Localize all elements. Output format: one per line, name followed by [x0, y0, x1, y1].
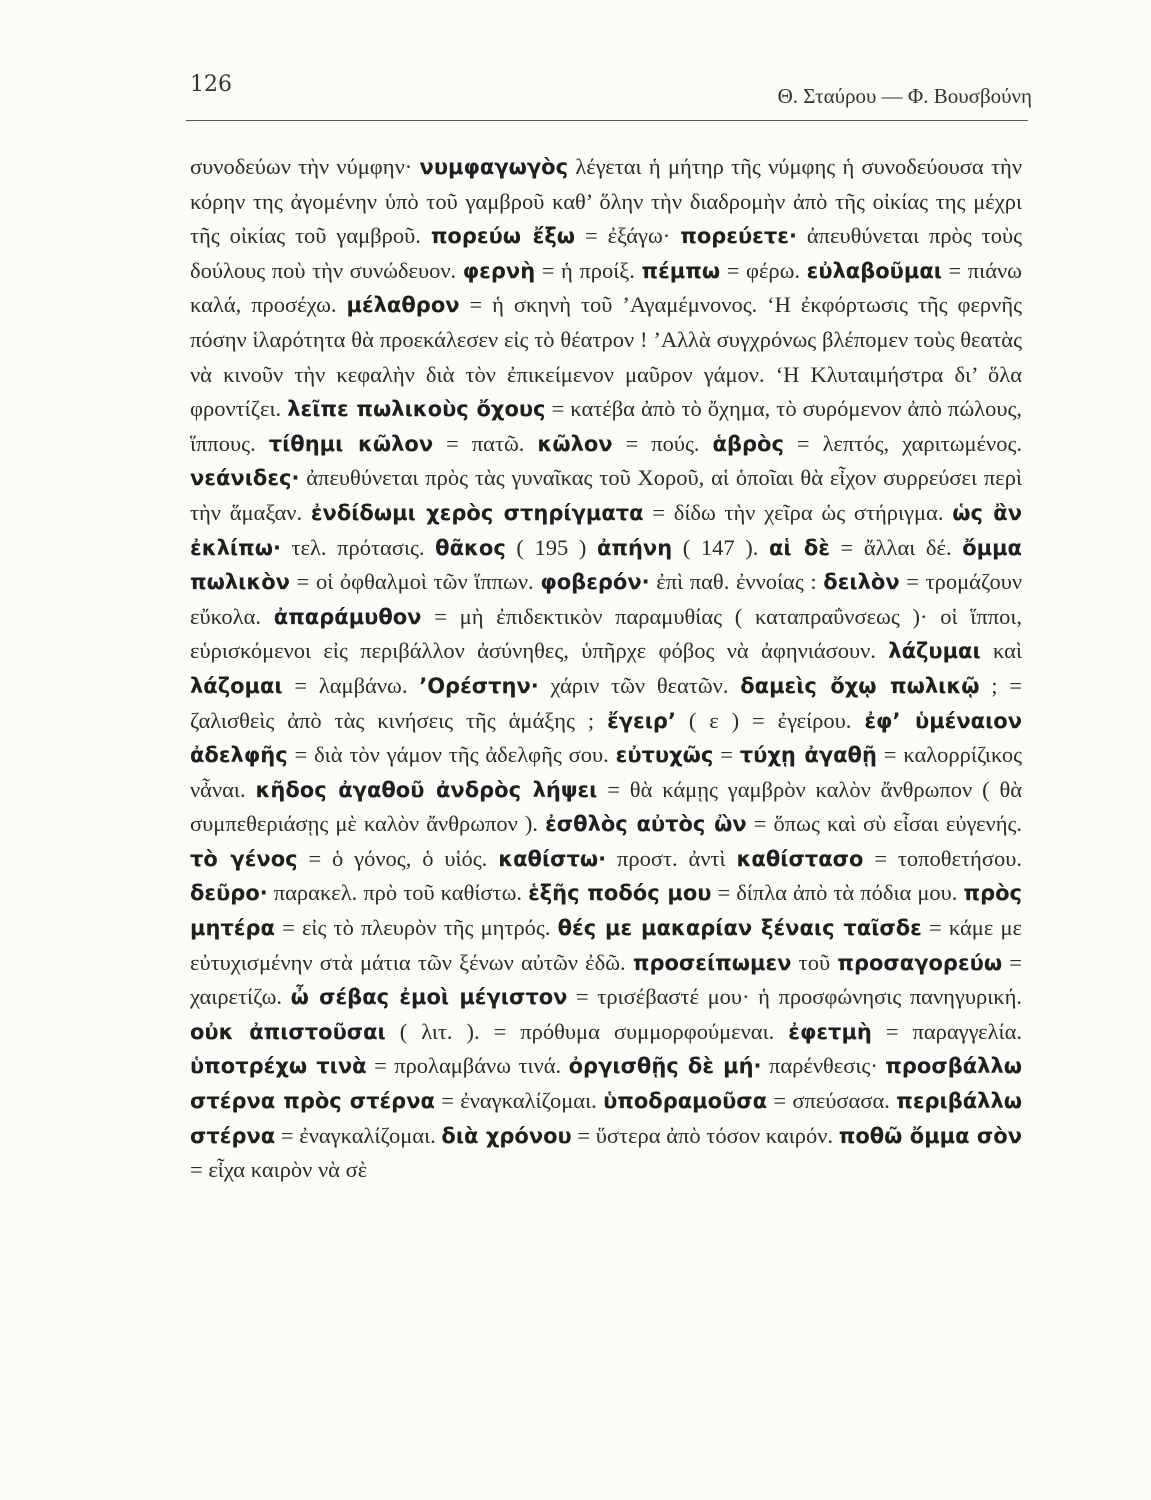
lemma-term: περιβάλλω στέρνα	[190, 1089, 1023, 1148]
lemma-term: νεάνιδες·	[190, 466, 300, 491]
lemma-term: ἐνδίδωμι χερὸς στηρίγματα	[310, 500, 644, 525]
lemma-term: ἁβρὸς	[712, 431, 784, 456]
lemma-term: ἐφ’ ὑμέναιον ἀδελφῆς	[190, 708, 1023, 768]
lemma-term: κῆδος ἀγαθοῦ ἀνδρὸς λήψει	[255, 777, 598, 802]
lemma-term: ὑποτρέχω τινὰ	[190, 1054, 367, 1079]
lemma-term: ὡς ἂν ἐκλίπω·	[190, 500, 1023, 560]
gloss-text: = θὰ κάμῃς γαμβρὸν καλὸν ἄνθρωπον ( θὰ συμπεθεριάσῃς μὲ καλὸν ἄνθρωπον ).	[190, 776, 1023, 837]
gloss-text: ἀπευθύνεται πρὸς τὰς γυναῖκας τοῦ Χοροῦ, αἱ ὁποῖαι θὰ εἶχον συρρεύσει περὶ τὴν ἅμαξαν.	[190, 465, 1022, 525]
lemma-term: ὀργισθῇς δὲ μή·	[568, 1054, 762, 1079]
lemma-term: λάζομαι	[190, 673, 283, 698]
body-text	[190, 150, 1022, 1188]
gloss-text: = δίδω τὴν χεῖρα ὡς στήριγμα.	[643, 499, 953, 525]
lemma-term: πρὸς μητέρα	[190, 881, 1023, 941]
gloss-text: = πιάνω καλά, προσέχω.	[190, 257, 1022, 318]
gloss-text: = καλορρίζικος νἆναι.	[190, 742, 1022, 802]
gloss-text: λέγεται ἡ μήτηρ τῆς νύμφης ἡ συνοδεύουσα τὴν κόρην της ἀγομένην ὑπὸ τοῦ γαμβροῦ καθ’ ὅλην τὴν διαδρομὴν ἀπὸ τῆς οἰκίας της μέχρι τῆς οἰκίας τοῦ γαμβροῦ.	[190, 154, 1022, 249]
lemma-term: νυμφαγωγὸς	[419, 155, 569, 179]
gloss-text: συνοδεύων τὴν νύμφην·	[190, 154, 420, 179]
lemma-term: ἑξῆς ποδός μου	[528, 881, 712, 906]
gloss-text: ( 195 )	[505, 534, 597, 560]
lemma-term: ἀπαράμυθον	[273, 604, 422, 629]
lemma-term: τίθημι κῶλον	[268, 431, 434, 456]
lemma-term: ἐσθλὸς αὐτὸς ὢν	[545, 812, 747, 837]
gloss-text: = ὕστερα ἀπὸ τόσον καιρόν.	[571, 1122, 839, 1148]
lemma-term: πορεύετε·	[680, 224, 797, 249]
gloss-text: = ἡ σκηνὴ τοῦ ’Αγαμέμνονος. ‘Η ἐκφόρτωσις τῆς φερνῆς πόσην ἱλαρότητα θὰ προεκάλεσεν εἰς τὸ θέατρον ! ’Αλλὰ συγχρόνως βλέπομεν τοὺς θεατὰς νὰ κινοῦν τὴν κεφαλὴν διὰ τὸν ἐπικείμενον μαῦρον γάμον. ‘Η Κλυταιμήστρα δι’ ὅλα φροντίζει.	[190, 292, 1022, 422]
lemma-term: πέμπω	[641, 258, 721, 283]
gloss-text: = μὴ ἐπιδεκτικὸν παραμυθίας ( καταπραΰνσεως )· οἱ ἵπποι, εὑρισκόμενοι εἰς περιβάλλον ἀσύνηθες, ὑπῆρχε φόβος νὰ ἀφηνιάσουν.	[190, 603, 1022, 664]
gloss-text: = πατῶ.	[433, 430, 538, 456]
lemma-term: αἱ δὲ	[768, 535, 830, 560]
gloss-text: = φέρω.	[720, 257, 807, 283]
gloss-text: = παραγγελία.	[871, 1018, 1023, 1044]
gloss-text: = διὰ τὸν γάμον τῆς ἀδελφῆς σου.	[287, 742, 616, 768]
running-head: Θ. Σταύρου — Φ. Βουσβούνη	[777, 84, 1032, 108]
gloss-text: ἐπὶ παθ. ἐννοίας :	[649, 569, 824, 595]
lemma-term: θᾶκος	[435, 535, 506, 560]
lemma-term: μέλαθρον	[346, 293, 460, 318]
lemma-term: τύχῃ ἀγαθῇ	[739, 743, 877, 768]
gloss-text: = τρομάζουν εὔκολα.	[190, 569, 1023, 629]
gloss-text: = τοποθετήσου.	[863, 845, 1022, 871]
gloss-text: ( λιτ. ). = πρόθυμα συμμορφούμεναι.	[385, 1018, 789, 1044]
page-number: 126	[190, 72, 232, 97]
lemma-term: ἐφετμὴ	[788, 1019, 872, 1044]
page-header	[186, 70, 1032, 110]
gloss-text: = δίπλα ἀπὸ τὰ πόδια μου.	[711, 880, 964, 906]
lemma-term: τὸ γένος	[190, 846, 298, 871]
gloss-text: = προλαμβάνω τινά.	[366, 1053, 569, 1079]
lemma-term: εὐλαβοῦμαι	[806, 258, 942, 283]
lemma-term: προσβάλλω στέρνα πρὸς στέρνα	[190, 1054, 1022, 1114]
gloss-text: = ἐναγκαλίζομαι.	[434, 1088, 604, 1114]
gloss-text: = ὁ γόνος, ὁ υἱός.	[297, 845, 499, 871]
lemma-term: ὦ σέβας ἐμοὶ μέγιστον	[290, 985, 568, 1010]
lemma-term: ὄμμα πωλικὸν	[190, 535, 1022, 595]
gloss-text: = οἱ ὀφθαλμοὶ τῶν ἵππων.	[290, 569, 541, 595]
lemma-term: ἔγειρ’	[607, 708, 676, 733]
lemma-term: ὑποδραμοῦσα	[603, 1089, 768, 1114]
gloss-text: = εἰς τὸ πλευρὸν τῆς μητρός.	[274, 915, 558, 941]
gloss-text: = ἄλλαι δέ.	[829, 534, 963, 560]
lemma-term: πορεύω ἔξω	[430, 224, 575, 249]
lemma-term: ποθῶ ὄμμα σὸν	[838, 1123, 1022, 1148]
lemma-term: οὐκ ἀπιστοῦσαι	[190, 1019, 386, 1044]
gloss-text: = εἶχα καιρὸν νὰ σὲ	[190, 1157, 368, 1183]
header-rule	[186, 120, 1028, 121]
gloss-text: =	[713, 742, 740, 768]
lemma-term: ’Ορέστην·	[419, 673, 539, 698]
gloss-text: = σπεύσασα.	[767, 1088, 897, 1114]
gloss-text: καὶ	[980, 638, 1022, 664]
gloss-text: = πούς.	[612, 430, 713, 456]
lemma-term: λάζυμαι	[888, 639, 981, 664]
lemma-term: καθίστασο	[736, 846, 864, 871]
gloss-text: ; = ζαλισθεὶς ἀπὸ τὰς κινήσεις τῆς ἁμάξης ;	[190, 672, 1022, 733]
gloss-text: τελ. πρότασις.	[280, 534, 436, 560]
gloss-text: ἀπευθύνεται πρὸς τοὺς δούλους ποὺ τὴν συνώδευον.	[190, 223, 1023, 283]
lemma-term: κῶλον	[537, 431, 613, 456]
gloss-text: ( ε ) = ἐγείρου.	[675, 707, 865, 733]
lemma-term: δαμεὶς ὄχῳ πωλικῷ	[740, 673, 980, 698]
lemma-term: φερνὴ	[462, 258, 536, 283]
gloss-text: = λαμβάνω.	[282, 672, 420, 698]
lemma-term: δειλὸν	[823, 570, 900, 595]
lemma-term: ἀπήνη	[596, 535, 673, 560]
gloss-text: τοῦ	[791, 949, 838, 975]
gloss-text: προστ. ἀντὶ	[606, 845, 737, 871]
gloss-text: = χαιρετίζω.	[190, 949, 1022, 1010]
gloss-text: = τρισέβαστέ μου· ἡ προσφώνησις πανηγυρική.	[567, 984, 1023, 1010]
gloss-text: = ὅπως καὶ σὺ εἶσαι εὐγενής.	[746, 811, 1022, 837]
gloss-text: = λεπτός, χαριτωμένος.	[783, 430, 1022, 456]
lemma-term: διὰ χρόνου	[441, 1123, 572, 1148]
gloss-text: = ἐναγκαλίζομαι.	[275, 1122, 442, 1148]
gloss-text: = ἐξάγω·	[575, 223, 681, 249]
lemma-term: προσαγορεύω	[837, 950, 1003, 975]
lemma-term: θές με μακαρίαν ξέναις ταῖσδε	[557, 916, 922, 941]
lemma-term: λεῖπε πωλικοὺς ὄχους	[287, 397, 546, 422]
gloss-text: ( 147 ).	[672, 534, 769, 560]
lemma-term: δεῦρο·	[190, 881, 268, 906]
lemma-term: καθίστω·	[498, 846, 607, 871]
gloss-text: παρένθεσις·	[761, 1053, 886, 1079]
lemma-term: εὐτυχῶς	[615, 743, 714, 768]
gloss-text: παρακελ. πρὸ τοῦ καθίστω.	[267, 880, 529, 906]
gloss-text: χάριν τῶν θεατῶν.	[538, 672, 741, 698]
lemma-term: προσείπωμεν	[632, 950, 792, 975]
gloss-text: = ἡ προίξ.	[535, 257, 642, 283]
lemma-term: φοβερόν·	[540, 570, 650, 595]
gloss-text: = κάμε με εὐτυχισμένην στὰ μάτια τῶν ξένων αὐτῶν ἐδῶ.	[190, 915, 1022, 975]
gloss-text: = κατέβα ἀπὸ τὸ ὄχημα, τὸ συρόμενον ἀπὸ πώλους, ἵππους.	[190, 396, 1022, 456]
